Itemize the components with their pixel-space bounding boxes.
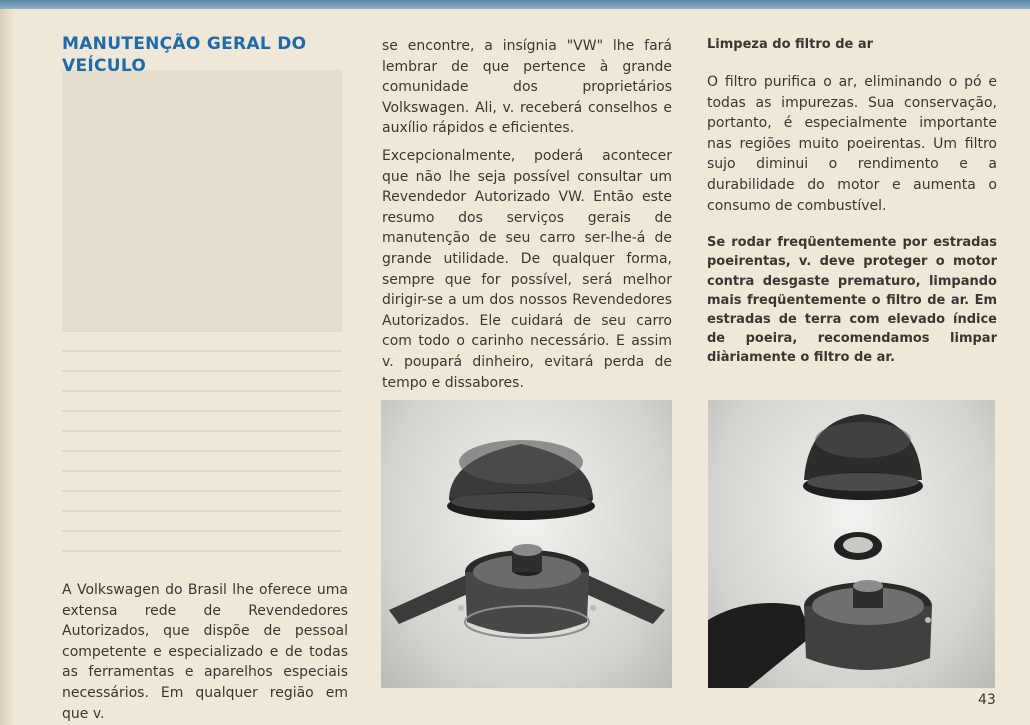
right-paragraph-2: Se rodar freqüentemente por estradas poeirentas, v. deve proteger o motor contra desgaste prematuro, limpando mais freqüentemente o filtro de ar. Em estradas de terra com elevado índice de poeira, recomendamos limpar diàriamente o filtro de ar. bbox=[707, 235, 997, 366]
page-binding-edge bbox=[0, 9, 14, 725]
middle-paragraph-1: se encontre, a insígnia "VW" lhe fará lembrar de que pertence à grande comunidade dos proprietários Volkswagen. Ali, v. receberá conselhos e auxílio rápidos e eficientes. bbox=[382, 38, 672, 137]
middle-column bbox=[382, 36, 672, 393]
left-column bbox=[62, 33, 347, 77]
top-color-band bbox=[0, 0, 1030, 9]
page-number: 43 bbox=[978, 692, 996, 708]
middle-paragraph-2: Excepcionalmente, poderá acontecer que não lhe seja possível consultar um Revendedor Autorizado VW. Então este resumo dos serviços gerais de manutenção de seu carro ser-lhe-á de grande utilidade. De qualquer forma, sempre que for possível, será melhor dirigir-se a um dos nossos Revendedores Autorizados. Ele cuidará de seu carro com todo o carinho necessário. E assim v. poupará dinheiro, evitará perda de tempo e dissabores. bbox=[382, 147, 672, 391]
right-paragraph-1: O filtro purifica o ar, eliminando o pó e todas as impurezas. Sua conservação, portanto, é especialmente importante nas regiões muito poeirentas. Um filtro sujo diminui o rendimento e a durabilidade do motor e aumenta o consumo de combustível. bbox=[707, 74, 997, 214]
air-filter-parts-illustration bbox=[708, 400, 995, 688]
show-through-text bbox=[62, 330, 342, 570]
right-column bbox=[707, 36, 997, 368]
intro-paragraph: A Volkswagen do Brasil lhe oferece uma extensa rede de Revendedores Autorizados, que dispõe de pessoal competente e especializado e de todas as ferramentas e aparelhos especiais necessários. Em qualquer região em que v. bbox=[62, 582, 348, 722]
section-subtitle: Limpeza do filtro de ar bbox=[707, 37, 874, 52]
air-filter-photo bbox=[381, 400, 672, 688]
page-title: MANUTENÇÃO GERAL DO VEÍCULO bbox=[62, 34, 307, 76]
show-through-image bbox=[62, 70, 342, 330]
air-filter-parts-photo bbox=[708, 400, 995, 688]
air-filter-illustration bbox=[381, 400, 672, 688]
